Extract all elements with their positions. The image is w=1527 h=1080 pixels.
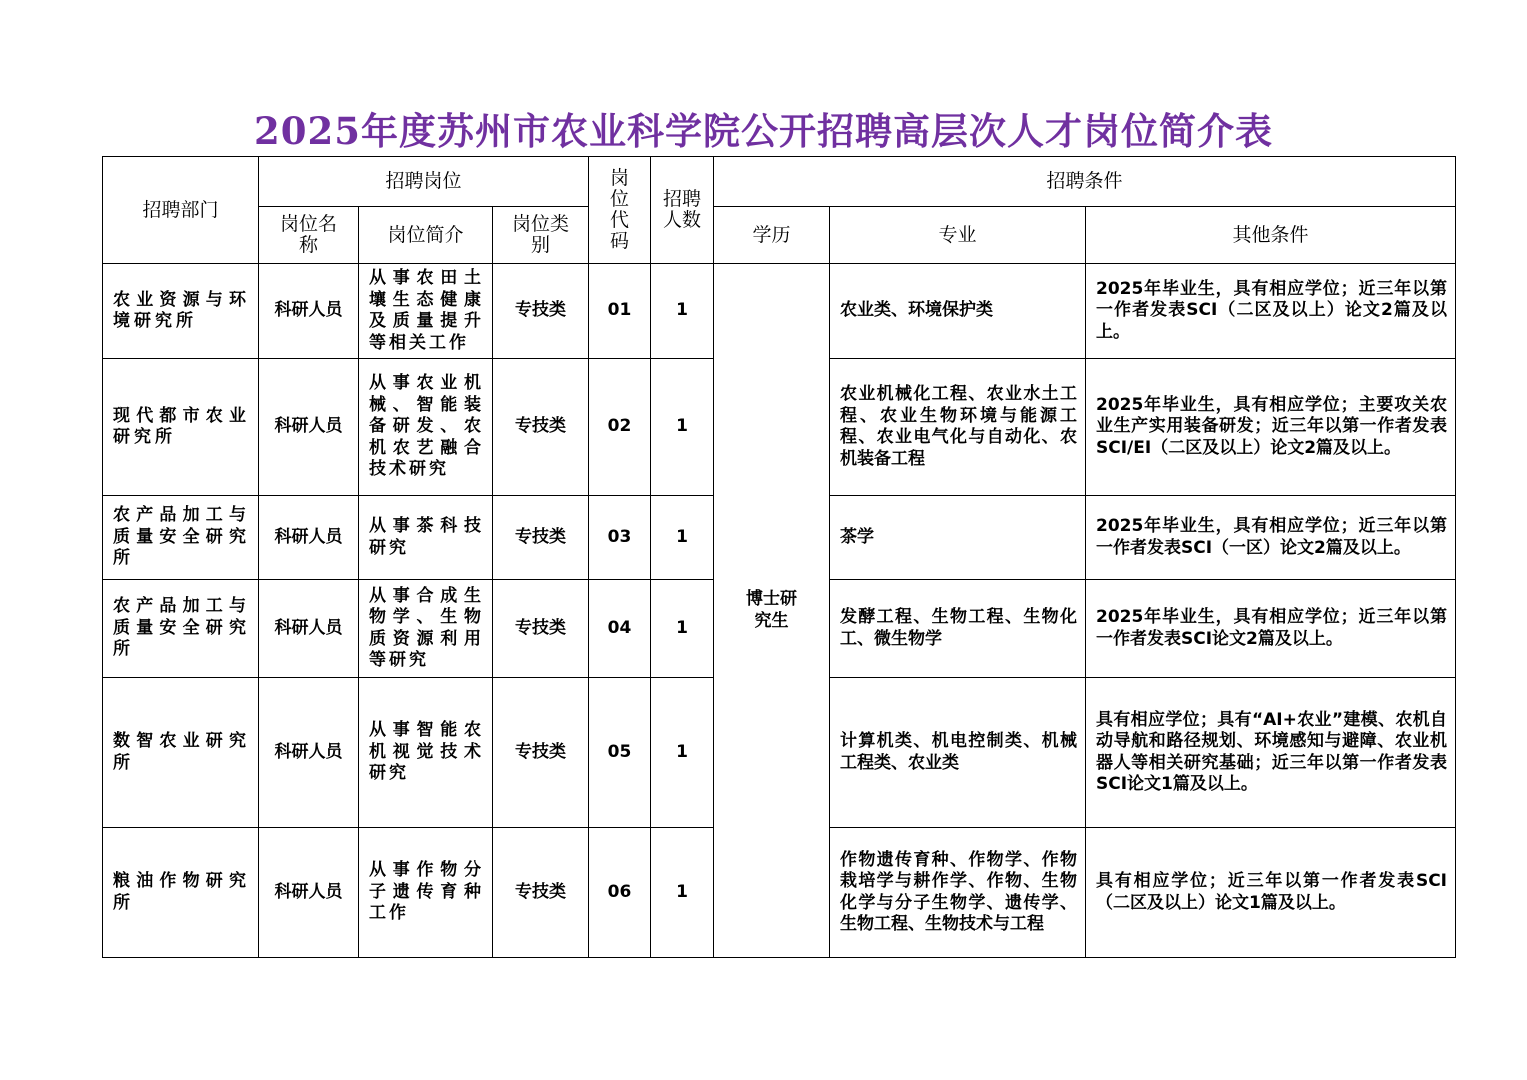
cell-dept: 现代都市农业研究所 xyxy=(103,359,259,496)
header-position-code-text: 岗位代码 xyxy=(609,167,629,252)
cell-position-code: 05 xyxy=(589,678,651,828)
cell-position-code: 02 xyxy=(589,359,651,496)
header-dept: 招聘部门 xyxy=(103,157,259,264)
header-position-name xyxy=(259,207,359,264)
cell-major: 茶学 xyxy=(830,496,1086,580)
cell-position-name: 科研人员 xyxy=(259,828,359,958)
cell-headcount: 1 xyxy=(651,678,714,828)
cell-position-code: 06 xyxy=(589,828,651,958)
cell-other-conditions: 2025年毕业生，具有相应学位；近三年以第一作者发表SCI（二区及以上）论文2篇及以上。 xyxy=(1086,264,1456,359)
cell-major: 作物遗传育种、作物学、作物栽培学与耕作学、作物、生物化学与分子生物学、遗传学、生物工程、生物技术与工程 xyxy=(830,828,1086,958)
cell-headcount: 1 xyxy=(651,580,714,678)
cell-position-name: 科研人员 xyxy=(259,580,359,678)
cell-position-intro: 从事作物分子遗传育种工作 xyxy=(359,828,493,958)
cell-other-conditions: 2025年毕业生，具有相应学位；主要攻关农业生产实用装备研发；近三年以第一作者发表SCI/EI（二区及以上）论文2篇及以上。 xyxy=(1086,359,1456,496)
header-position-type xyxy=(493,207,589,264)
cell-dept: 农产品加工与质量安全研究所 xyxy=(103,496,259,580)
header-major: 专业 xyxy=(830,207,1086,264)
job-table xyxy=(102,156,1456,958)
cell-position-name: 科研人员 xyxy=(259,496,359,580)
cell-position-intro: 从事农田土壤生态健康及质量提升等相关工作 xyxy=(359,264,493,359)
cell-position-name: 科研人员 xyxy=(259,678,359,828)
cell-position-intro: 从事茶科技研究 xyxy=(359,496,493,580)
cell-headcount: 1 xyxy=(651,496,714,580)
header-conditions-group: 招聘条件 xyxy=(714,157,1456,207)
cell-position-type: 专技类 xyxy=(493,580,589,678)
cell-position-code: 04 xyxy=(589,580,651,678)
cell-major: 发酵工程、生物工程、生物化工、微生物学 xyxy=(830,580,1086,678)
cell-headcount: 1 xyxy=(651,264,714,359)
header-position-code xyxy=(589,157,651,264)
cell-position-type: 专技类 xyxy=(493,828,589,958)
cell-headcount: 1 xyxy=(651,828,714,958)
cell-position-name: 科研人员 xyxy=(259,264,359,359)
cell-position-code: 03 xyxy=(589,496,651,580)
header-position-intro: 岗位简介 xyxy=(359,207,493,264)
cell-other-conditions: 具有相应学位；近三年以第一作者发表SCI（二区及以上）论文1篇及以上。 xyxy=(1086,828,1456,958)
header-headcount xyxy=(651,157,714,264)
cell-position-intro: 从事智能农机视觉技术研究 xyxy=(359,678,493,828)
page-title: 2025年度苏州市农业科学院公开招聘高层次人才岗位简介表 xyxy=(254,109,1273,153)
table-row xyxy=(103,264,1456,359)
cell-other-conditions: 2025年毕业生，具有相应学位；近三年以第一作者发表SCI论文2篇及以上。 xyxy=(1086,580,1456,678)
cell-other-conditions: 2025年毕业生，具有相应学位；近三年以第一作者发表SCI（一区）论文2篇及以上。 xyxy=(1086,496,1456,580)
cell-education-text: 博士研究生 xyxy=(746,589,797,631)
cell-major: 农业类、环境保护类 xyxy=(830,264,1086,359)
cell-position-code: 01 xyxy=(589,264,651,359)
cell-dept: 农产品加工与质量安全研究所 xyxy=(103,580,259,678)
cell-position-type: 专技类 xyxy=(493,678,589,828)
cell-headcount: 1 xyxy=(651,359,714,496)
cell-position-name: 科研人员 xyxy=(259,359,359,496)
cell-dept: 农业资源与环境研究所 xyxy=(103,264,259,359)
cell-major: 农业机械化工程、农业水土工程、农业生物环境与能源工程、农业电气化与自动化、农机装备工程 xyxy=(830,359,1086,496)
cell-dept: 粮油作物研究所 xyxy=(103,828,259,958)
header-other: 其他条件 xyxy=(1086,207,1456,264)
header-headcount-text: 招聘人数 xyxy=(662,188,701,231)
cell-education xyxy=(714,264,830,958)
cell-position-type: 专技类 xyxy=(493,264,589,359)
header-position-group: 招聘岗位 xyxy=(259,157,589,207)
cell-position-intro: 从事合成生物学、生物质资源利用等研究 xyxy=(359,580,493,678)
cell-position-type: 专技类 xyxy=(493,359,589,496)
header-education: 学历 xyxy=(714,207,830,264)
cell-major: 计算机类、机电控制类、机械工程类、农业类 xyxy=(830,678,1086,828)
header-position-name-text: 岗位名称 xyxy=(279,213,337,256)
cell-position-intro: 从事农业机械、智能装备研发、农机农艺融合技术研究 xyxy=(359,359,493,496)
cell-other-conditions: 具有相应学位；具有“AI+农业”建模、农机自动导航和路径规划、环境感知与避障、农业机器人等相关研究基础；近三年以第一作者发表SCI论文1篇及以上。 xyxy=(1086,678,1456,828)
cell-dept: 数智农业研究所 xyxy=(103,678,259,828)
cell-position-type: 专技类 xyxy=(493,496,589,580)
header-position-type-text: 岗位类别 xyxy=(511,213,569,256)
